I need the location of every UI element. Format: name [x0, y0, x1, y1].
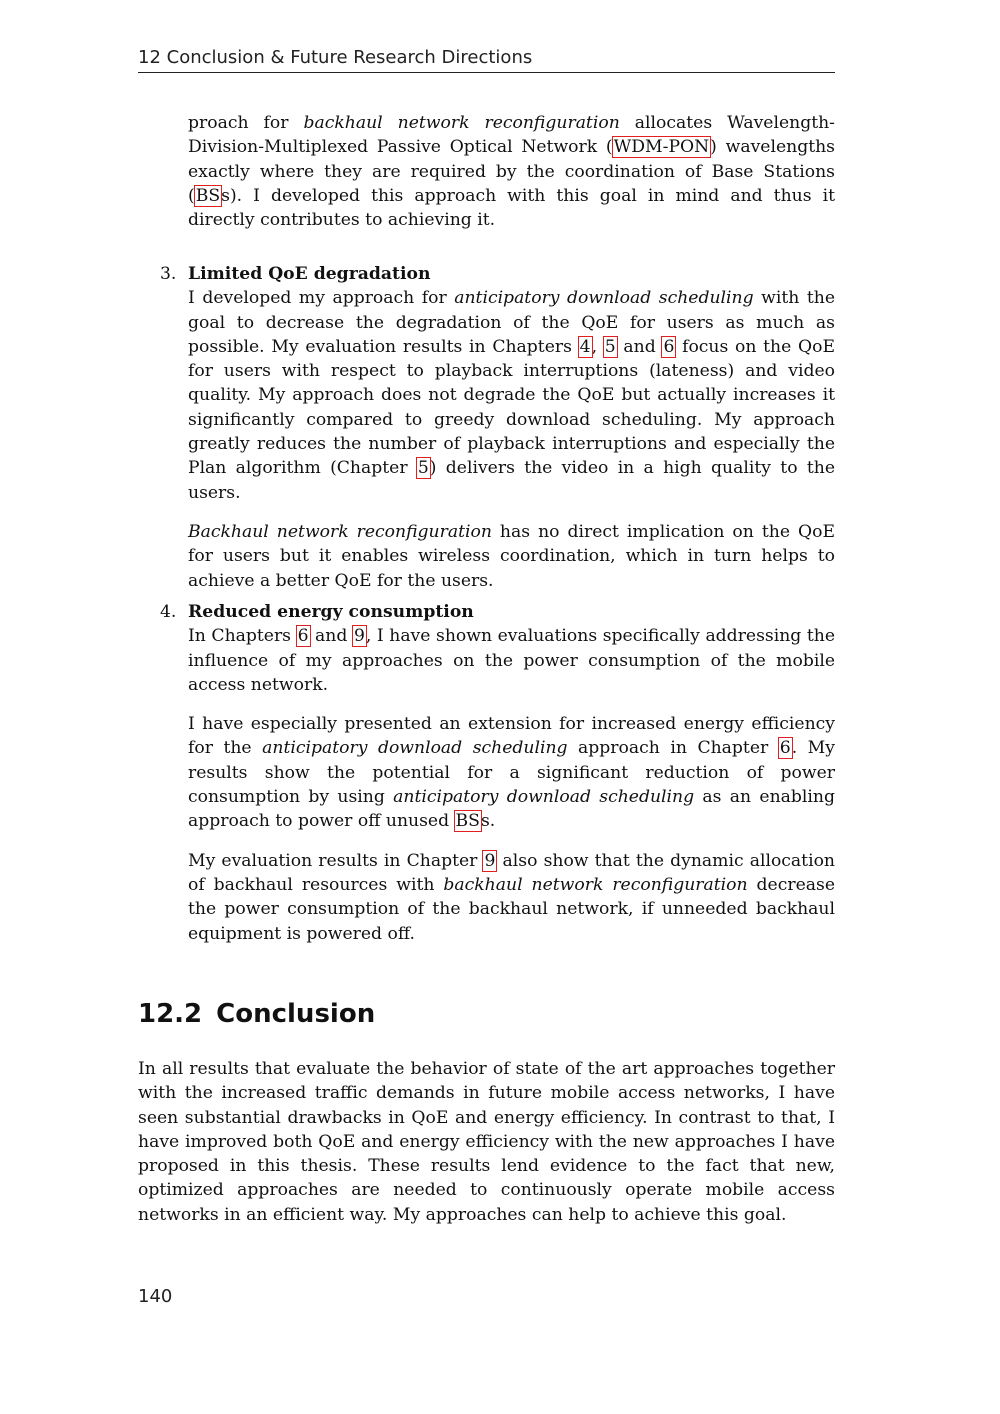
list-item-number: 4.: [160, 602, 177, 622]
emphasis: anticipatory download scheduling: [393, 787, 695, 808]
list-item-title: Reduced energy consumption: [188, 602, 474, 622]
chapter-link-6[interactable]: 6: [779, 738, 791, 759]
running-header: [138, 46, 835, 73]
emphasis: anticipatory download scheduling: [262, 738, 568, 759]
emphasis: backhaul network reconfiguration: [443, 874, 748, 895]
section-title: Conclusion: [216, 999, 376, 1029]
text-run: . My results show the potential for a significant reduction of power consumption by using: [188, 738, 835, 808]
text-run: with the goal to decrease the degradation of the QoE for users as much as possible. My evaluation results in Chapters: [188, 288, 836, 357]
acronym-link-bs[interactable]: BS: [455, 811, 480, 832]
emphasis: Backhaul network reconfiguration: [188, 521, 492, 542]
text-run: , I have shown evaluations specifically addressing the influence of my approaches on the power consumption of the mobile access network.: [188, 626, 835, 695]
emphasis: backhaul network reconfiguration: [303, 113, 620, 133]
paragraph: [188, 712, 835, 833]
emphasis: anticipatory download scheduling: [454, 288, 754, 309]
list-item-limited-qoe: [188, 262, 835, 593]
list-item-number: 3.: [160, 264, 177, 284]
running-header-title: 12 Conclusion & Future Research Directions: [138, 47, 533, 68]
text-run: In Chapters: [188, 626, 297, 647]
text-run: I developed my approach for: [188, 288, 455, 309]
chapter-link-5[interactable]: 5: [417, 458, 429, 479]
chapter-link-5[interactable]: 5: [604, 336, 616, 357]
text-run: allocates Wavelength-Division-Multiplexed Passive Optical Network (: [188, 113, 835, 158]
text-run: and: [309, 626, 353, 647]
text-run: has no direct implication on the QoE for users but it enables wireless coordination, which in turn helps to achieve a better QoE for the users.: [188, 521, 835, 591]
paragraph: [188, 624, 835, 697]
text-run: s.: [480, 811, 496, 832]
acronym-link-bs[interactable]: BS: [195, 185, 221, 206]
text-run: s). I developed this approach with this goal in mind and thus it directly contributes to achieving it.: [188, 185, 835, 231]
section-heading: [138, 996, 375, 1032]
paragraph: [188, 849, 835, 946]
chapter-link-9[interactable]: 9: [484, 850, 496, 871]
text-run: My evaluation results in Chapter: [188, 850, 484, 871]
continuation-paragraph: [188, 111, 835, 232]
chapter-link-6[interactable]: 6: [297, 626, 309, 647]
chapter-link-6[interactable]: 6: [663, 336, 675, 357]
chapter-link-9[interactable]: 9: [353, 626, 365, 647]
text-run: as an enabling approach to power off unused: [188, 787, 835, 832]
text-run: focus on the QoE for users with respect to playback interruptions (lateness) and video quality. My approach does not degrade the QoE but actually increases it significantly compared to greedy download scheduling. My approach greatly reduces the number of playback interruptions and especially the Plan algorithm (Chapter: [188, 336, 835, 479]
text-run: ,: [591, 336, 604, 357]
text-run: and: [616, 336, 663, 357]
chapter-link-4[interactable]: 4: [579, 336, 591, 357]
acronym-link-wdm-pon[interactable]: WDM-PON: [613, 137, 710, 158]
text-run: proach for: [188, 113, 304, 133]
text-run: approach in Chapter: [567, 738, 779, 759]
conclusion-paragraph: In all results that evaluate the behavior of state of the art approaches together with the increased traffic demands in future mobile access networks, I have seen substantial drawbacks in QoE and energy efficiency. In contrast to that, I have improved both QoE and energy efficiency with the new approaches I have proposed in this thesis. These results lend evidence to the fact that new, optimized approaches are needed to continuously operate mobile access networks in an efficient way. My approaches can help to achieve this goal.: [138, 1059, 835, 1225]
paragraph: [188, 520, 835, 593]
list-item-title: Limited QoE degradation: [188, 264, 431, 284]
paragraph: [188, 286, 835, 505]
text-run: decrease the power consumption of the backhaul network, if unneeded backhaul equipment is powered off.: [188, 874, 835, 944]
text-run: also show that the dynamic allocation of backhaul resources with: [188, 850, 835, 895]
page-number: 140: [138, 1286, 173, 1307]
text-run: ) delivers the video in a high quality to the users.: [188, 458, 836, 503]
list-item-reduced-energy: [188, 600, 835, 946]
text-run: I have especially presented an extension for increased energy efficiency for the: [188, 714, 835, 759]
text-run: ) wavelengths exactly where they are required by the coordination of Base Stations (: [188, 137, 835, 206]
section-number: 12.2: [138, 999, 203, 1029]
